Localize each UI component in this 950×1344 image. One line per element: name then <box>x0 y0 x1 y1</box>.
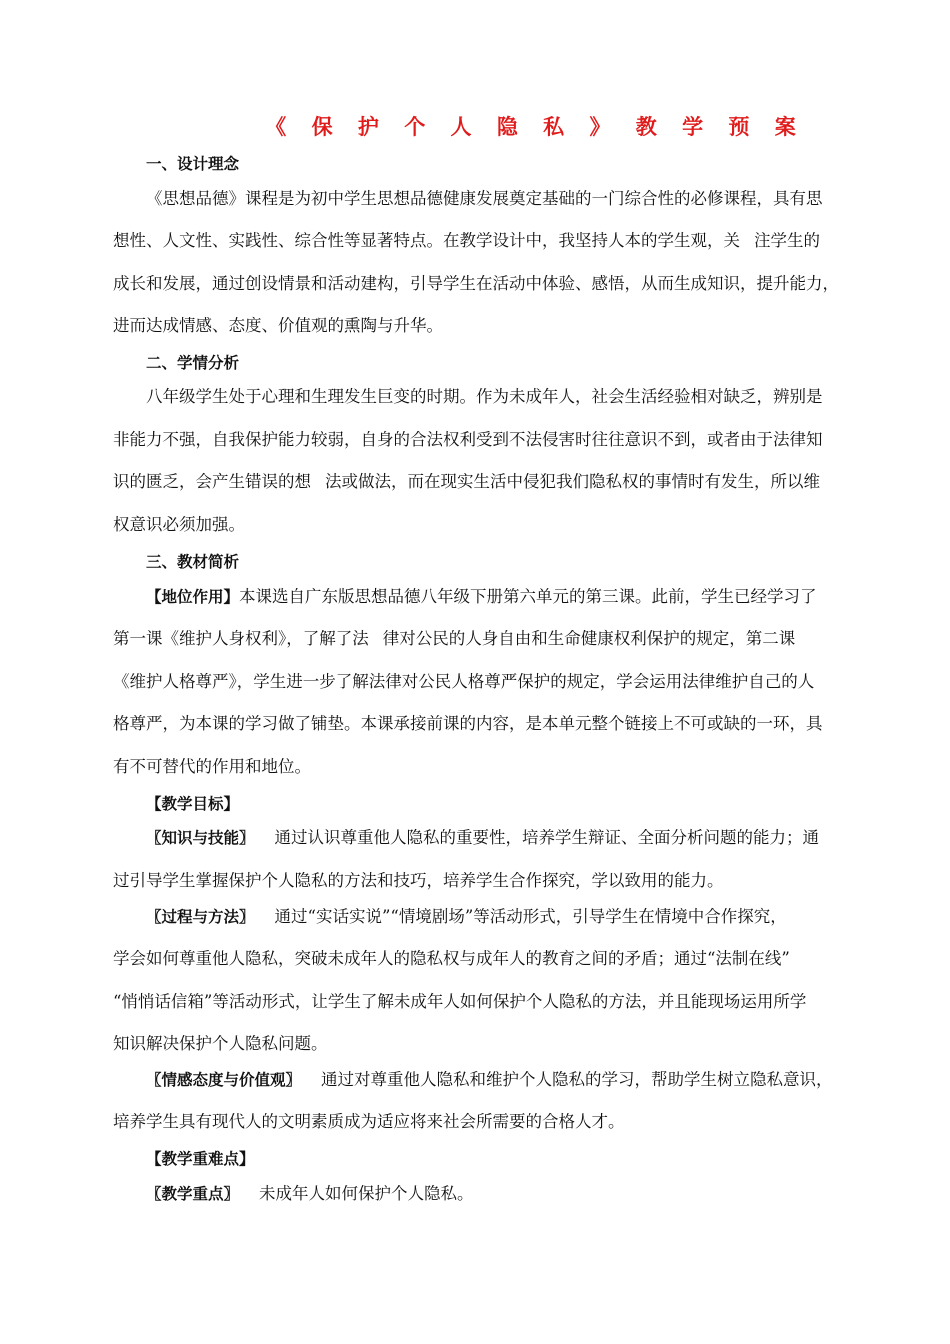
paragraph-line: 成长和发展，通过创设情景和活动建构，引导学生在活动中体验、感悟，从而生成知识，提升能力， <box>113 274 839 293</box>
paragraph-line: 进而达成情感、态度、价值观的熏陶与升华。 <box>113 316 443 335</box>
paragraph-line <box>146 827 876 849</box>
paragraph-line <box>113 230 843 252</box>
text-fragment: 第一课《维护人身权利》，了解了法 <box>113 629 369 648</box>
paragraph-line <box>146 586 876 608</box>
emotion-label: 〖情感态度与价值观〗 <box>146 1071 302 1089</box>
knowledge-label: 〖知识与技能〗 <box>146 829 255 847</box>
section-heading-textbook: 三、教材简析 <box>146 553 240 571</box>
section-heading-analysis: 二、学情分析 <box>146 354 240 372</box>
paragraph-line: 非能力不强，自我保护能力较弱，自身的合法权利受到不法侵害时往往意识不到，或者由于法律知 <box>113 430 823 449</box>
paragraph-line: 八年级学生处于心理和生理发生巨变的时期。作为未成年人，社会生活经验相对缺乏，辨别是 <box>146 387 823 406</box>
text-fragment: 未成年人如何保护个人隐私。 <box>259 1184 474 1203</box>
paragraph-line <box>113 471 843 493</box>
process-label: 〖过程与方法〗 <box>146 908 255 926</box>
paragraph-line: 《维护人格尊严》，学生进一步了解法律对公民人格尊严保护的规定，学会运用法律维护自己的人 <box>113 672 815 691</box>
page-title: 《 保 护 个 人 隐 私 》 教 学 预 案 <box>265 115 805 139</box>
paragraph-line: 过引导学生掌握保护个人隐私的方法和技巧，培养学生合作探究，学以致用的能力。 <box>113 871 724 890</box>
text-fragment: 律对公民的人身自由和生命健康权利保护的规定，第二课 <box>382 629 796 648</box>
paragraph-line: “悄悄话信箱”等活动形式，让学生了解未成年人如何保护个人隐私的方法，并且能现场运用所学 <box>113 992 807 1011</box>
paragraph-line: 培养学生具有现代人的文明素质成为适应将来社会所需要的合格人才。 <box>113 1112 625 1131</box>
paragraph-line: 知识解决保护个人隐私问题。 <box>113 1034 328 1053</box>
text-fragment: 通过“实话实说”“情境剧场”等活动形式，引导学生在情境中合作探究， <box>274 907 787 926</box>
paragraph-line <box>146 1069 876 1091</box>
section-heading-design: 一、设计理念 <box>146 155 240 173</box>
text-fragment: 本课选自广东版思想品德八年级下册第六单元的第三课。此前，学生已经学习了 <box>239 587 817 606</box>
section-heading-goals: 【教学目标】 <box>146 795 240 813</box>
paragraph-line <box>146 906 876 928</box>
paragraph-line <box>113 628 843 650</box>
text-fragment: 识的匮乏，会产生错误的想 <box>113 472 311 491</box>
focus-label: 〖教学重点〗 <box>146 1185 240 1203</box>
text-fragment: 通过对尊重他人隐私和维护个人隐私的学习，帮助学生树立隐私意识， <box>321 1070 833 1089</box>
text-fragment: 想性、人文性、实践性、综合性等显著特点。在教学设计中，我坚持人本的学生观，关 <box>113 231 740 250</box>
section-heading-keypoints: 【教学重难点】 <box>146 1150 255 1168</box>
text-fragment: 法或做法，而在现实生活中侵犯我们隐私权的事情时有发生，所以维 <box>325 472 820 491</box>
text-fragment: 注学生的 <box>754 231 820 250</box>
text-fragment: 通过认识尊重他人隐私的重要性，培养学生辩证、全面分析问题的能力；通 <box>274 828 820 847</box>
position-label: 【地位作用】 <box>146 588 240 606</box>
paragraph-line <box>146 1183 876 1205</box>
paragraph-line: 学会如何尊重他人隐私，突破未成年人的隐私权与成年人的教育之间的矛盾；通过“法制在线” <box>113 949 790 968</box>
paragraph-line: 《思想品德》课程是为初中学生思想品德健康发展奠定基础的一门综合性的必修课程，具有思 <box>146 189 823 208</box>
paragraph-line: 权意识必须加强。 <box>113 515 245 534</box>
paragraph-line: 格尊严，为本课的学习做了铺垫。本课承接前课的内容，是本单元整个链接上不可或缺的一环，具 <box>113 714 823 733</box>
paragraph-line: 有不可替代的作用和地位。 <box>113 757 311 776</box>
